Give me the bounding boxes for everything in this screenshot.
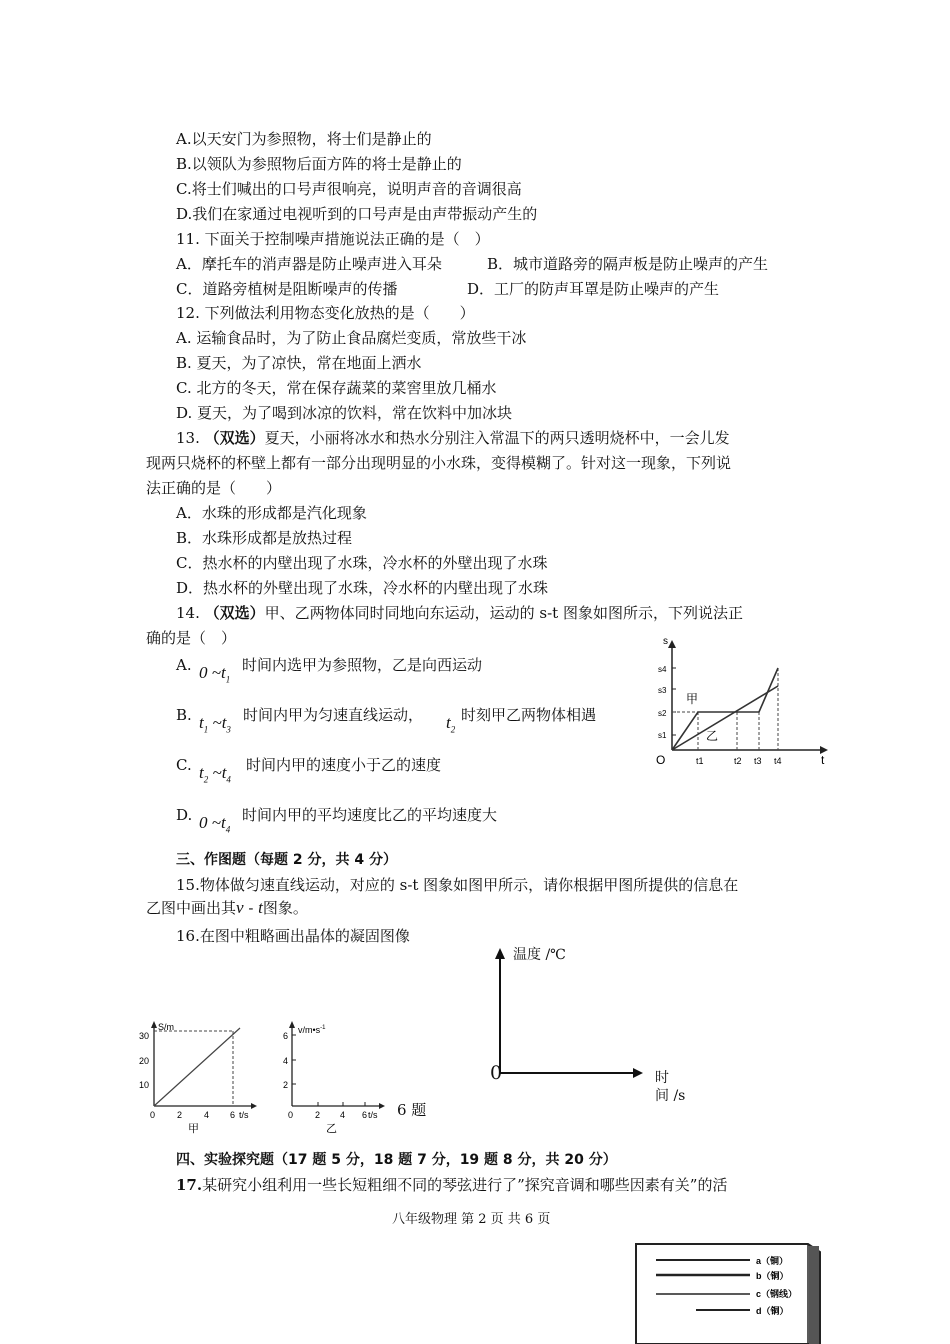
q14-option-a-text: 时间内选甲为参照物，乙是向西运动 [242, 656, 483, 674]
q14-text: 甲、乙两物体同时同地向东运动，运动的 s-t 图象如图所示，下列说法正 [264, 604, 743, 622]
q11-option-d: D．工厂的防声耳罩是防止噪声的产生 [467, 280, 720, 298]
t1-label: t1 [696, 756, 704, 766]
board-side [809, 1246, 819, 1344]
q13-line-3: 法正确的是（ ） [146, 479, 282, 497]
jia-ytick-20: 20 [139, 1056, 150, 1066]
time-axis-label-1: 时 [655, 1070, 669, 1086]
q13-line-1 [176, 428, 730, 448]
yi-ytick-6: 6 [283, 1031, 289, 1041]
section-3-heading: 三、作图题（每题 2 分，共 4 分） [176, 852, 397, 868]
graph-jia [132, 1020, 262, 1135]
q12-option-d: D. 夏天，为了喝到冰凉的饮料，常在饮料中加冰块 [176, 404, 513, 422]
q11-option-b: B．城市道路旁的隔声板是防止噪声的产生 [487, 255, 769, 273]
q14-option-b-time: $t_2$ [446, 713, 456, 735]
temperature-graph [485, 945, 685, 1085]
q17-text: 某研究小组利用一些长短粗细不同的琴弦进行了”探究音调和哪些因素有关”的活 [202, 1176, 728, 1194]
yi-label: 乙 [706, 729, 719, 743]
q14-line-2: 确的是（ ） [146, 629, 237, 647]
q10-option-a: A.以天安门为参照物，将士们是静止的 [176, 130, 432, 148]
q14-option-d-label: D. [176, 806, 193, 824]
q16-stem: 16.在图中粗略画出晶体的凝固图像 [176, 927, 410, 945]
jia-xlabel: t/s [239, 1110, 249, 1120]
t3-label: t3 [754, 756, 762, 766]
q14-number: 14. [176, 604, 205, 622]
q14-option-a-label: A. [176, 656, 192, 674]
graph-yi [272, 1020, 397, 1135]
s1-label: s1 [658, 731, 667, 740]
jia-line [672, 668, 778, 750]
q13-tag: （双选） [204, 429, 265, 447]
time-axis-label-2: 间 /s [655, 1088, 686, 1104]
yi-ytick-4: 4 [283, 1056, 289, 1066]
yi-xtick-4: 4 [340, 1110, 346, 1120]
jia-label: 甲 [686, 692, 699, 706]
q14-option-b-text2: 时刻甲乙两物体相遇 [461, 706, 597, 724]
q14-option-b-text: 时间内甲为匀速直线运动， [243, 706, 424, 724]
s2-label: s2 [658, 709, 667, 718]
strings-board-figure [630, 1238, 825, 1344]
yi-ytick-2: 2 [283, 1080, 289, 1090]
section-4-heading: 四、实验探究题（17 题 5 分，18 题 7 分，19 题 8 分，共 20 分） [176, 1152, 617, 1168]
temperature-axis-arrow [495, 948, 505, 959]
q6-suffix: 6 题 [397, 1101, 427, 1119]
q14-option-b-range: $t_1$ $\sim t_3$ [199, 713, 231, 735]
string-c-label: c（钢线） [756, 1289, 798, 1299]
string-b-label: b（铜） [756, 1271, 789, 1281]
yi-v-arrow [289, 1021, 295, 1028]
string-d-label: d（铜） [756, 1306, 789, 1316]
q14-option-d-range: 0 $\sim t_4$ [199, 813, 231, 835]
q14-option-c-text: 时间内甲的速度小于乙的速度 [246, 756, 442, 774]
q10-option-d: D.我们在家通过电视听到的口号声是由声带振动产生的 [176, 205, 538, 223]
q14-option-c-range: $t_2$ $\sim t_4$ [199, 763, 231, 785]
s3-label: s3 [658, 686, 667, 695]
jia-s-arrow [151, 1021, 157, 1028]
jia-caption: 甲 [188, 1123, 199, 1135]
q12-option-a: A. 运输食品时，为了防止食品腐烂变质，常放些干冰 [176, 329, 527, 347]
q13-number: 13. [176, 429, 205, 447]
temperature-graph-origin: 0 [490, 1062, 503, 1084]
q13-line-2: 现两只烧杯的杯壁上都有一部分出现明显的小水珠，变得模糊了。针对这一现象，下列说 [146, 454, 732, 472]
q13-text: 夏天，小丽将冰水和热水分别注入常温下的两只透明烧杯中，一会儿发 [264, 429, 730, 447]
q15-line-1: 15.物体做匀速直线运动，对应的 s-t 图象如图甲所示，请你根据甲图所提供的信息在 [176, 876, 739, 894]
t-axis-label: t [821, 753, 825, 767]
yi-xlabel: t/s [368, 1110, 378, 1120]
q15-line-2: 乙图中画出其v - t图象。 [146, 898, 308, 917]
time-axis-arrow [633, 1068, 643, 1078]
q14-st-chart [650, 630, 830, 770]
yi-origin: 0 [288, 1110, 294, 1120]
jia-ytick-30: 30 [139, 1031, 150, 1041]
s-axis-label: s [663, 636, 668, 647]
t4-label: t4 [774, 756, 782, 766]
q10-option-b: B.以领队为参照物后面方阵的将士是静止的 [176, 155, 462, 173]
yi-t-arrow [379, 1103, 385, 1109]
q14-tag: （双选） [204, 604, 265, 622]
q12-option-b: B. 夏天，为了凉快，常在地面上洒水 [176, 354, 422, 372]
jia-t-arrow [251, 1103, 257, 1109]
yi-ylabel: $v/m•s^{-1}$ [298, 1025, 326, 1035]
q13-option-d: D．热水杯的外壁出现了水珠，冷水杯的内壁出现了水珠 [176, 579, 549, 597]
q14-option-b-label: B. [176, 706, 192, 724]
jia-ytick-10: 10 [139, 1080, 150, 1090]
q11-option-c: C．道路旁植树是阻断噪声的传播 [176, 280, 398, 298]
q13-option-c: C．热水杯的内壁出现了水珠，冷水杯的外壁出现了水珠 [176, 554, 548, 572]
s4-label: s4 [658, 665, 667, 674]
jia-xtick-4: 4 [204, 1110, 210, 1120]
yi-xtick-6: 6 [362, 1110, 368, 1120]
jia-xtick-2: 2 [177, 1110, 183, 1120]
temperature-axis-label: 温度 /℃ [513, 947, 566, 963]
s-axis-arrow [668, 640, 676, 648]
jia-line [154, 1028, 240, 1106]
q14-line-1 [176, 603, 743, 623]
jia-origin: 0 [150, 1110, 156, 1120]
q10-option-c: C.将士们喊出的口号声很响亮，说明声音的音调很高 [176, 180, 522, 198]
q14-option-d-text: 时间内甲的平均速度比乙的平均速度大 [242, 806, 498, 824]
yi-caption: 乙 [326, 1123, 337, 1135]
jia-xtick-6: 6 [230, 1110, 236, 1120]
jia-ylabel: S/m [158, 1022, 175, 1032]
q14-option-c-label: C. [176, 756, 192, 774]
q17-line-1 [176, 1175, 727, 1195]
page-footer: 八年级物理 第 2 页 共 6 页 [392, 1212, 551, 1227]
yi-xtick-2: 2 [315, 1110, 321, 1120]
t2-label: t2 [734, 756, 742, 766]
origin-label: O [656, 753, 666, 767]
q11-stem: 11. 下面关于控制噪声措施说法正确的是（ ） [176, 230, 490, 248]
q13-option-a: A．水珠的形成都是汽化现象 [176, 504, 367, 522]
q14-option-a-range: 0 $\sim t_1$ [199, 663, 231, 685]
string-a-label: a（铜） [756, 1256, 789, 1266]
q17-number: 17. [176, 1176, 203, 1194]
q12-stem: 12. 下列做法利用物态变化放热的是（ ） [176, 304, 475, 322]
q11-option-a: A．摩托车的消声器是防止噪声进入耳朵 [176, 255, 442, 273]
q12-option-c: C. 北方的冬天，常在保存蔬菜的菜窖里放几桶水 [176, 379, 497, 397]
q13-option-b: B．水珠形成都是放热过程 [176, 529, 353, 547]
